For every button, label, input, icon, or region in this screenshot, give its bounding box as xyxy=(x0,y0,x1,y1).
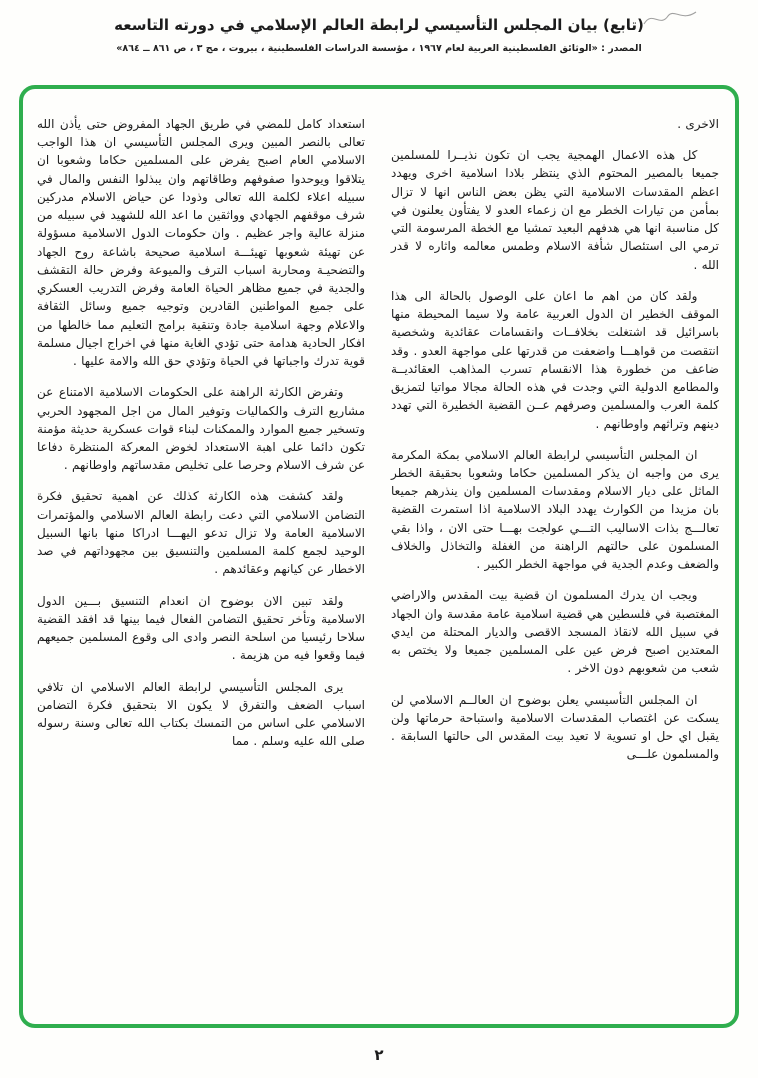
paragraph: الاخرى . xyxy=(677,117,719,131)
paragraph: ان المجلس التأسيسي يعلن بوضوح ان العالــم الاسلامي لن يسكت عن اغتصاب المقدسات الاسلامية واستباحة حرماتها ولن يقبل اي حل او تسوية لا تعيد بيت المقدس الى حالتها السابقة . والمسلمون علـــى xyxy=(391,692,719,762)
source-line: المصدر : «الوثائق الفلسطينية العربية لعام ١٩٦٧ ، مؤسسة الدراسات الفلسطينية ، بيروت ، مج ٣ ، ص ٨٦١ ــ ٨٦٤» xyxy=(116,43,642,54)
handwritten-mark xyxy=(640,6,700,32)
paragraph: كل هذه الاعمال الهمجية يجب ان تكون نذيــرا للمسلمين جميعا بالمصير المحتوم الذي ينتظر بلادا اسلامية اخرى ويهدد اعظم المقدسات الاسلامية التي يظن بعض الناس انها لا تزال بمأمن من تيارات الخطر مع ان زعماء العدو لا يفتأون يعلنون في كل مناسبة انها هي هدفهم البعيد تمشيا مع الخطة المرسومة التي ترمي الى استئصال شأفة الاسلام وطمس معالمه واثاره لا قدر الله . xyxy=(391,148,719,272)
paragraph: وتفرض الكارثة الراهنة على الحكومات الاسلامية الامتناع عن مشاريع الترف والكماليات وتوفير المال من اجل المجهود الحربي وتسخير جميع الموارد والممكنات لبناء قوات عسكرية حديثة مؤمنة تكون دائما على اهبة الاستعداد لخوض المعركة المنتظرة دفاعا عن شرف الاسلام وحرصا على تخليص مقدساتهم واوطانهم . xyxy=(37,385,365,473)
green-border-frame xyxy=(19,85,739,1028)
paragraph: ولقد تبين الان بوضوح ان انعدام التنسيق بـــين الدول الاسلامية وتأخر تحقيق التضامن الفعال فيما بينها قد افقد القضية سلاحا رئيسيا من اسلحة النصر وادى الى وقوع المسلمين جميعهم فيما وقعوا فيه من هزيمة . xyxy=(37,593,365,663)
paragraph: يرى المجلس التأسيسي لرابطة العالم الاسلامي ان تلافي اسباب الضعف والتفرق لا يكون الا بتحقيق فكرة التضامن الاسلامي على اساس من التمسك بكتاب الله تعالى وسنة رسوله صلى الله عليه وسلم . مما xyxy=(37,679,365,749)
paragraph: ولقد كان من اهم ما اعان على الوصول بالحالة الى هذا الموقف الخطير ان الدول العربية عامة ولا سيما المحيطة منها باسرائيل قد اشتغلت بخلافــات وانقسامات عقائدية وشخصية انتقصت من قواهـــا واضعفت من قدرتها على مواجهة العدو . وقد ضاعف من خطورة هذا الانقسام تسرب المذاهب العقائديــة والمطامع الدولية التي وجدت في هذه الحالة مجالا مواتيا لتمزيق كلمة العرب والمسلمين وصرفهم عــن القضية الخطيرة التي تهدد دينهم وتراثهم واوطانهم . xyxy=(391,288,719,431)
right-column xyxy=(391,115,719,1006)
page-number: ٢ xyxy=(374,1046,384,1064)
paragraph: ويجب ان يدرك المسلمون ان قضية بيت المقدس والاراضي المغتصبة في فلسطين هي قضية اسلامية عامة مقدسة وان الجهاد في سبيل الله لانقاذ المسجد الاقصى والديار المحتلة من ايدي المعتدين اصبح فرض عين على المسلمين جميعا ولا يختص به شعب من شعوبهم دون الاخر . xyxy=(391,588,719,676)
paragraph: ولقد كشفت هذه الكارثة كذلك عن اهمية تحقيق فكرة التضامن الاسلامي التي دعت رابطة العالم الاسلامي والمؤتمرات الاسلامية العامة ولا تزال تدعو اليهـــا ادراكا منها بانها السبيل الوحيد لجمع كلمة المسلمين والتنسيق بين مجهوداتهم في صد الاخطار عن كيانهم وعقائدهم . xyxy=(37,489,365,577)
paragraph: استعداد كامل للمضي في طريق الجهاد المفروض حتى يأذن الله تعالى بالنصر المبين ويرى المجلس التأسيسي ان هذا الواجب الاسلامي العام اصبح يفرض على المسلمين حكاما وشعوبا ان يتلاقوا ويوحدوا صفوفهم وطاقاتهم وان يبذلوا النفس والمال في سبيله اعلاء لكلمة الله تعالى وذودا عن حياض الاسلام مدركين شرف موقفهم الجهادي وواثقين ما اعد الله للشهيد في سبيله من منزلة عالية واجر عظيم . وان حكومات الدول الاسلامية مسؤولة عن تهيئة شعوبها تهيئـــة اسلامية صحيحة باشاعة روح الجهاد والتضحيـة ومحاربة اسباب الترف والميوعة وفرض حالة التقشف والجدية في جميع مظاهر الحياة العامة وفرض التدريب العسكري على جميع المواطنين القادرين وتوجيه جميع وسائل الثقافة والاعلام وجهة اسلامية جادة وتنقية برامج التعليم مما خالطها من افكار الحادية هدامة حتى تؤدي الغاية منها في اخراج اجيال مسلمة قوية تدرك واجباتها في الحياة وتؤدي حق الله والامة عليها . xyxy=(37,117,365,369)
paragraph: ان المجلس التأسيسي لرابطة العالم الاسلامي بمكة المكرمة يرى من واجبه ان يذكر المسلمين حكاما وشعوبا بحقيقة الخطر الماثل على ديار الاسلام ومقدسات المسلمين وان ينذرهم جميعا بان مزيدا من الكوارث يهدد البلاد الاسلامية اذا استمرت القضية تعالـــج بذات الاساليب التـــي عولجت بهـــا حتى الان ، واذا بقي المسلمون على حالتهم الراهنة من الغفلة والتخاذل والخلاف والضعف وعدم الجدية في مواجهة الخطر الكبير . xyxy=(391,447,719,572)
left-column xyxy=(37,115,365,1006)
document-footer xyxy=(0,1045,758,1064)
page-title: (تابع) بيان المجلس التأسيسي لرابطة العالم الإسلامي في دورته التاسعه xyxy=(114,16,644,34)
text-columns xyxy=(37,115,719,1006)
